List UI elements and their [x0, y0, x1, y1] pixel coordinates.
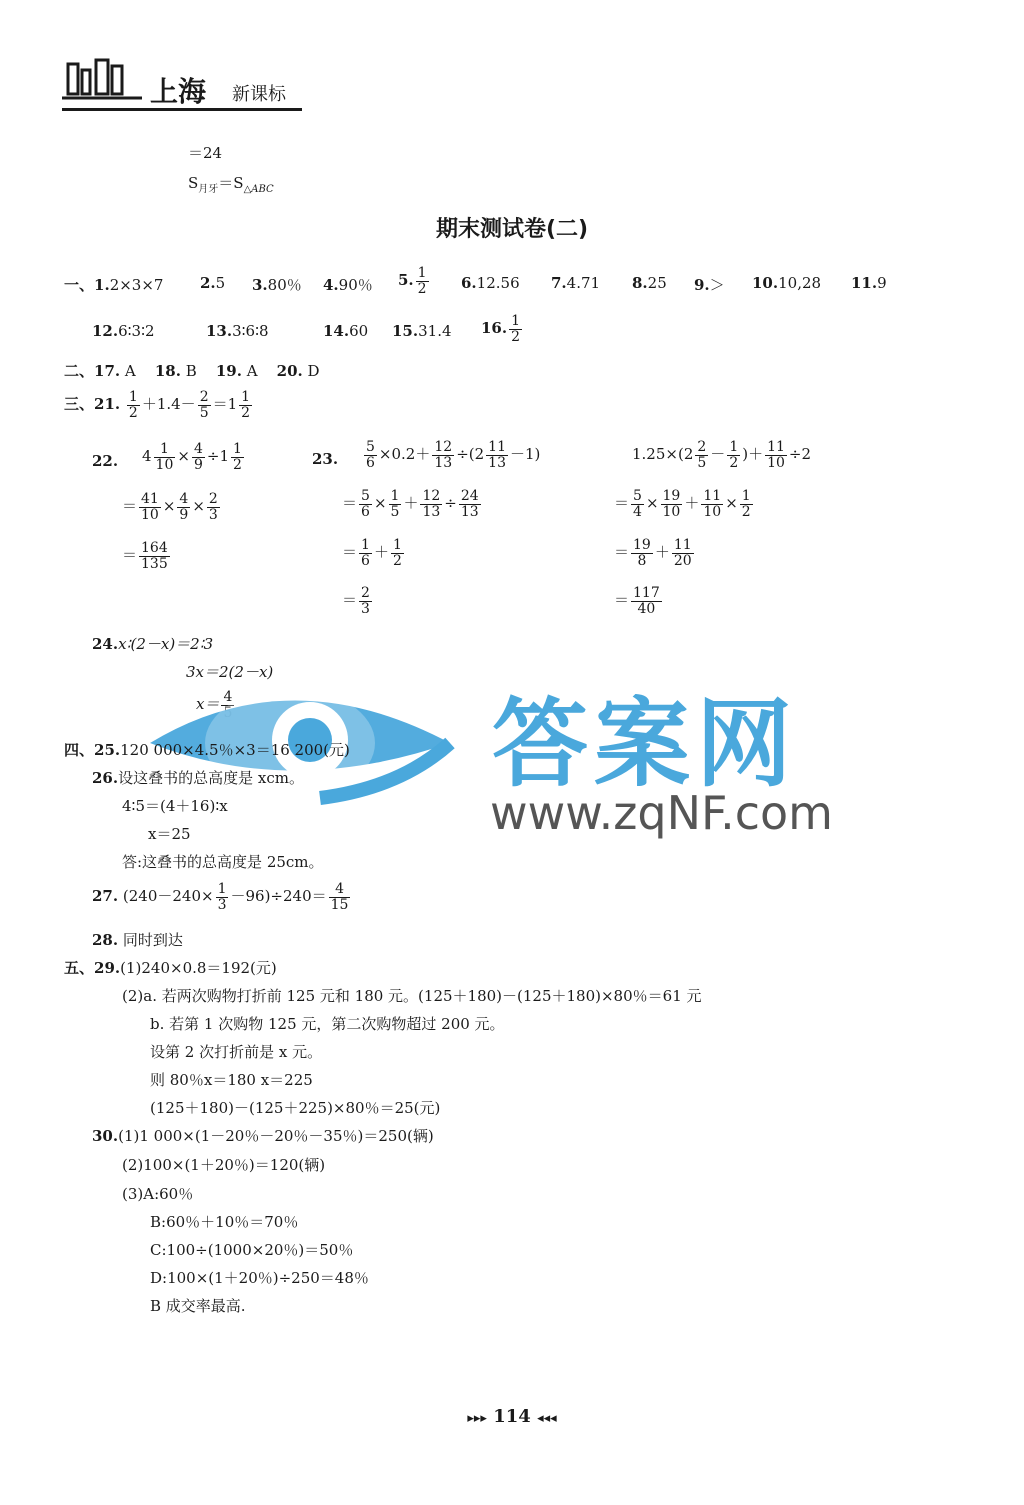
q26-line2: 4∶5＝(4＋16)∶x: [122, 797, 228, 815]
denominator: 13: [422, 503, 441, 520]
numerator: 5: [633, 488, 642, 504]
q-num: 15.: [392, 322, 419, 340]
section1-label: 一、: [64, 276, 95, 294]
denominator: 5: [697, 454, 707, 471]
numerator: 4: [193, 441, 203, 457]
fraction: [139, 492, 161, 522]
denominator: 10: [662, 503, 681, 520]
q23-line3: ＝ $\frac{1}{6}$ ＋ $\frac{1}{2}$: [342, 537, 402, 569]
numerator: 4: [179, 491, 189, 507]
denominator: 2: [741, 503, 751, 520]
q26-line3: x＝25: [148, 825, 191, 843]
numerator: 2: [361, 585, 370, 601]
q-answer: 31.4: [418, 322, 452, 340]
q30-line5: C:100÷(1000×20％)＝50％: [150, 1241, 354, 1259]
denominator: 6: [366, 454, 375, 471]
s-symbol: S: [188, 174, 199, 192]
fraction: [139, 541, 170, 571]
numerator: 1: [361, 537, 370, 553]
q28-answer: 同时到达: [122, 931, 183, 949]
q4: [323, 274, 373, 295]
q-num: 30.: [92, 1127, 119, 1145]
fraction: [740, 489, 753, 519]
q30-line4: B:60％＋10％＝70％: [150, 1213, 299, 1231]
denominator: 40: [637, 600, 656, 617]
numerator: 164: [141, 540, 168, 556]
q-answer: D: [307, 362, 320, 380]
watermark-text: 答案网: [492, 688, 798, 800]
fraction: [509, 314, 522, 344]
q-num: 16.: [481, 319, 508, 338]
q-answer: 3∶6∶8: [232, 322, 269, 340]
section2-label: 二、: [64, 362, 95, 380]
q-num: 7.: [551, 274, 567, 292]
denominator: 2: [511, 328, 521, 345]
section5-label: 五、: [64, 959, 95, 977]
denominator: 2: [128, 404, 138, 421]
q2: [200, 274, 225, 292]
q-num: 18.: [154, 362, 181, 380]
q-num: 10.: [752, 274, 779, 292]
numerator: 5: [361, 488, 370, 504]
denominator: 4: [633, 503, 642, 520]
q24-eq1: x∶(2－x)＝2∶3: [118, 635, 214, 653]
numerator: 41: [141, 491, 159, 507]
q29-line3: b. 若第 1 次购物 125 元，第二次购物超过 200 元。: [150, 1015, 505, 1033]
exam-title: 期末测试卷(二): [435, 217, 589, 242]
denominator: 13: [488, 454, 506, 471]
denominator: 9: [193, 456, 203, 473]
fraction: [631, 538, 653, 568]
q22-line2: ＝ $\frac{41}{10}$ × $\frac{4}{9}$ × $\frac{2}{3}$: [122, 491, 218, 523]
q26-line1: [92, 767, 304, 788]
denominator: 15: [330, 896, 349, 913]
denominator: 2: [729, 454, 739, 471]
numerator: 12: [434, 439, 453, 455]
denominator: 3: [217, 896, 227, 913]
fraction: [695, 440, 708, 470]
q29-line6: (125＋180)－(125＋225)×80％＝25(元): [150, 1099, 441, 1117]
denominator: 13: [434, 454, 453, 471]
q30-line1: [92, 1125, 434, 1146]
carry-line-1: ＝24: [188, 144, 223, 162]
fraction: [486, 440, 508, 470]
fraction: [359, 489, 372, 519]
q22-num: 22.: [92, 452, 119, 470]
section1-row1: [64, 274, 163, 295]
q24-line2: 3x＝2(2－x): [186, 663, 274, 681]
q-num: 13.: [206, 322, 233, 340]
numerator: 19: [662, 488, 681, 504]
q23-line4: ＝ $\frac{2}{3}$: [342, 585, 370, 617]
q13: [206, 322, 269, 340]
denominator: 5: [199, 404, 209, 421]
numerator: 12: [422, 488, 441, 504]
q9: [694, 274, 725, 295]
fraction: [672, 538, 694, 568]
q-num: 24.: [92, 635, 119, 653]
q-num: 9.: [694, 276, 710, 294]
fraction: [701, 489, 723, 519]
page-footer: [0, 1406, 1024, 1427]
s-subscript-2: △ABC: [243, 184, 274, 195]
numerator: 5: [366, 439, 375, 455]
q-num: 27.: [92, 887, 119, 906]
section3-label: 三、: [64, 395, 95, 414]
denominator: 6: [361, 552, 370, 569]
q-answer: A: [246, 362, 258, 380]
footer-arrows-left: ▸▸▸: [467, 1411, 487, 1426]
q29-l1: (1)240×0.8＝192(元): [120, 959, 277, 977]
section4-label: 四、: [64, 741, 95, 759]
denominator: 10: [703, 503, 722, 520]
q-num: 5.: [398, 271, 414, 290]
fraction: [231, 442, 244, 472]
fraction: [359, 586, 372, 616]
fraction: [420, 489, 442, 519]
q-num: 3.: [252, 276, 268, 294]
page-number: 114: [493, 1406, 531, 1427]
q-answer: 25: [647, 274, 667, 292]
q23-line1: $\frac{5}{6}$ ×0.2＋ $\frac{12}{13}$ ÷(2 $\frac{11}{13}$ －1): [366, 439, 541, 471]
q-num: 11.: [851, 274, 878, 292]
fraction: [416, 266, 429, 296]
numerator: 1: [128, 389, 138, 405]
fraction: [127, 390, 140, 420]
q-answer: 5: [215, 274, 226, 292]
q-answer: 60: [349, 322, 369, 340]
fraction: [765, 440, 787, 470]
denominator: 135: [141, 555, 168, 572]
numerator: 24: [460, 488, 479, 504]
q25-answer: 120 000×4.5％×3＝16 200(元): [120, 741, 350, 759]
q23b-line4: ＝ $\frac{117}{40}$: [614, 585, 660, 617]
s-subscript: 月牙: [198, 184, 219, 195]
q-num: 2.: [200, 274, 216, 292]
numerator: 1: [390, 488, 400, 504]
q23b-line3: ＝ $\frac{19}{8}$ ＋ $\frac{11}{20}$: [614, 537, 692, 569]
q23-line2: ＝ $\frac{5}{6}$ × $\frac{1}{5}$ ＋ $\frac{12}{13}$ ÷ $\frac{24}{13}$: [342, 488, 479, 520]
fraction: [198, 390, 211, 420]
numerator: 1: [233, 441, 242, 457]
numerator: 11: [703, 488, 722, 504]
denominator: 3: [361, 600, 370, 617]
watermark-url: www.zqNF.com: [490, 786, 833, 840]
q16: [481, 314, 524, 344]
denominator: 5: [390, 503, 400, 520]
q-answer: 10,28: [778, 274, 822, 292]
q29-line2: (2)a. 若两次购物打折前 125 元和 180 元。(125＋180)－(125＋180)×80％＝61 元: [122, 987, 702, 1005]
q14: [323, 322, 368, 340]
q22-line1: 4 $\frac{1}{10}$ × $\frac{4}{9}$ ÷1 $\frac{1}{2}$: [142, 441, 242, 473]
q30-line6: D:100×(1＋20％)÷250＝48％: [150, 1269, 369, 1287]
q-answer: 12.56: [476, 274, 520, 292]
q-answer: ＞: [709, 276, 725, 294]
q12: [92, 322, 155, 340]
q30-l1: (1)1 000×(1－20％－20％－35％)＝250(辆): [118, 1127, 434, 1145]
q-answer: 2×3×7: [109, 276, 164, 294]
q-num: 25.: [94, 741, 121, 759]
q30-line2: (2)100×(1＋20％)＝120(辆): [122, 1156, 326, 1174]
denominator: 20: [673, 552, 692, 569]
q-num: 1.: [94, 276, 110, 294]
q30-line7: B 成交率最高.: [150, 1297, 246, 1315]
fraction: [177, 492, 190, 522]
q21-line: 三、21. $\frac{1}{2}$ ＋1.4－ $\frac{2}{5}$ ＝1 $\frac{1}{2}$: [64, 389, 251, 421]
numerator: 4: [329, 882, 351, 898]
header-rule: [62, 108, 302, 111]
q29-line5: 则 80％x＝180 x＝225: [150, 1071, 313, 1089]
q29-line4: 设第 2 次打折前是 x 元。: [150, 1043, 323, 1061]
numerator: 2: [208, 491, 218, 507]
q-num: 4.: [323, 276, 339, 294]
numerator: 1: [154, 442, 176, 458]
numerator: 1: [392, 537, 402, 553]
numerator: 2: [199, 389, 209, 405]
q-answer: B: [185, 362, 197, 380]
q-answer: 80％: [267, 276, 302, 294]
numerator: 11: [767, 439, 785, 455]
numerator: 1: [511, 313, 521, 329]
section2-row: [64, 360, 320, 381]
q-num: 21.: [94, 395, 121, 414]
numerator: 11: [673, 537, 692, 553]
fraction: [631, 489, 644, 519]
fraction: [364, 440, 377, 470]
footer-arrows-right: ◂◂◂: [537, 1411, 557, 1426]
denominator: 2: [241, 404, 251, 421]
fraction: [154, 442, 176, 472]
q11: [851, 274, 887, 292]
denominator: 10: [155, 456, 174, 473]
fraction: [389, 489, 402, 519]
q-num: 26.: [92, 769, 119, 787]
q-num: 12.: [92, 322, 119, 340]
numerator: 4: [223, 689, 233, 705]
q-answer: 4.71: [566, 274, 601, 292]
denominator: 3: [208, 506, 218, 523]
q-answer: A: [124, 362, 136, 380]
numerator: 1: [417, 265, 427, 281]
q5: [398, 266, 431, 296]
q-num: 17.: [94, 362, 121, 380]
q24-eq3: x＝: [196, 695, 220, 714]
q-num: 14.: [323, 322, 350, 340]
q6: [461, 274, 520, 292]
q28-line: [92, 929, 183, 950]
fraction: [391, 538, 404, 568]
q7: [551, 274, 600, 292]
header-title: 上海: [150, 75, 207, 108]
denominator: 10: [141, 506, 159, 523]
q26-text: 设这叠书的总高度是 xcm。: [118, 769, 304, 787]
numerator: 19: [633, 537, 651, 553]
denominator: 2: [417, 280, 427, 297]
denominator: 10: [767, 454, 785, 471]
numerator: 1: [241, 389, 251, 405]
q26-line4: 答:这叠书的总高度是 25cm。: [122, 853, 324, 871]
q-num: 29.: [94, 959, 121, 977]
q-num: 28.: [92, 931, 119, 949]
q3: [252, 274, 302, 295]
fraction: [631, 586, 662, 616]
numerator: 11: [488, 439, 506, 455]
q15: [392, 322, 452, 340]
fraction: [329, 882, 351, 912]
q-num: 8.: [632, 274, 648, 292]
q23-num: 23.: [312, 450, 339, 468]
q-answer: 9: [877, 274, 887, 292]
q24-line1: [92, 633, 213, 654]
fraction: [239, 390, 252, 420]
q-num: 19.: [215, 362, 242, 380]
carry-line-2: [188, 172, 274, 195]
q30-line3: (3)A:60％: [122, 1185, 194, 1203]
denominator: 9: [179, 506, 189, 523]
denominator: 2: [233, 456, 242, 473]
q25-line: [64, 739, 350, 760]
denominator: 8: [637, 552, 647, 569]
fraction: [661, 489, 683, 519]
q-answer: 90％: [338, 276, 373, 294]
q-num: 6.: [461, 274, 477, 292]
denominator: 13: [460, 503, 479, 520]
eq-s: ＝S: [218, 174, 244, 192]
fraction: [192, 442, 205, 472]
numerator: 1: [741, 488, 751, 504]
q29-line1: [64, 957, 277, 978]
fraction: [459, 489, 481, 519]
numerator: 1: [729, 439, 739, 455]
books-logo-icon: [62, 56, 152, 102]
header-subtitle: 新课标: [232, 84, 286, 105]
denominator: 2: [392, 552, 402, 569]
fraction: [359, 538, 372, 568]
fraction: [432, 440, 454, 470]
denominator: 6: [361, 503, 370, 520]
q-answer: 6∶3∶2: [118, 322, 155, 340]
q10: [752, 274, 821, 292]
numerator: 2: [697, 439, 707, 455]
numerator: 1: [217, 881, 227, 897]
fraction: [216, 882, 229, 912]
q22-line3: ＝ $\frac{164}{135}$: [122, 540, 168, 572]
q-num: 20.: [276, 362, 303, 380]
fraction: [727, 440, 740, 470]
q27-line: 27. (240－240× $\frac{1}{3}$ －96)÷240＝ $\frac{4}{15}$: [92, 881, 349, 913]
q23b-line2: ＝ $\frac{5}{4}$ × $\frac{19}{10}$ ＋ $\frac{11}{10}$ × $\frac{1}{2}$: [614, 488, 751, 520]
q8: [632, 274, 667, 292]
q23b-line1: 1.25×(2 $\frac{2}{5}$ － $\frac{1}{2}$ )＋ $\frac{11}{10}$ ÷2: [632, 439, 812, 471]
numerator: 117: [633, 585, 660, 601]
fraction: [207, 492, 220, 522]
